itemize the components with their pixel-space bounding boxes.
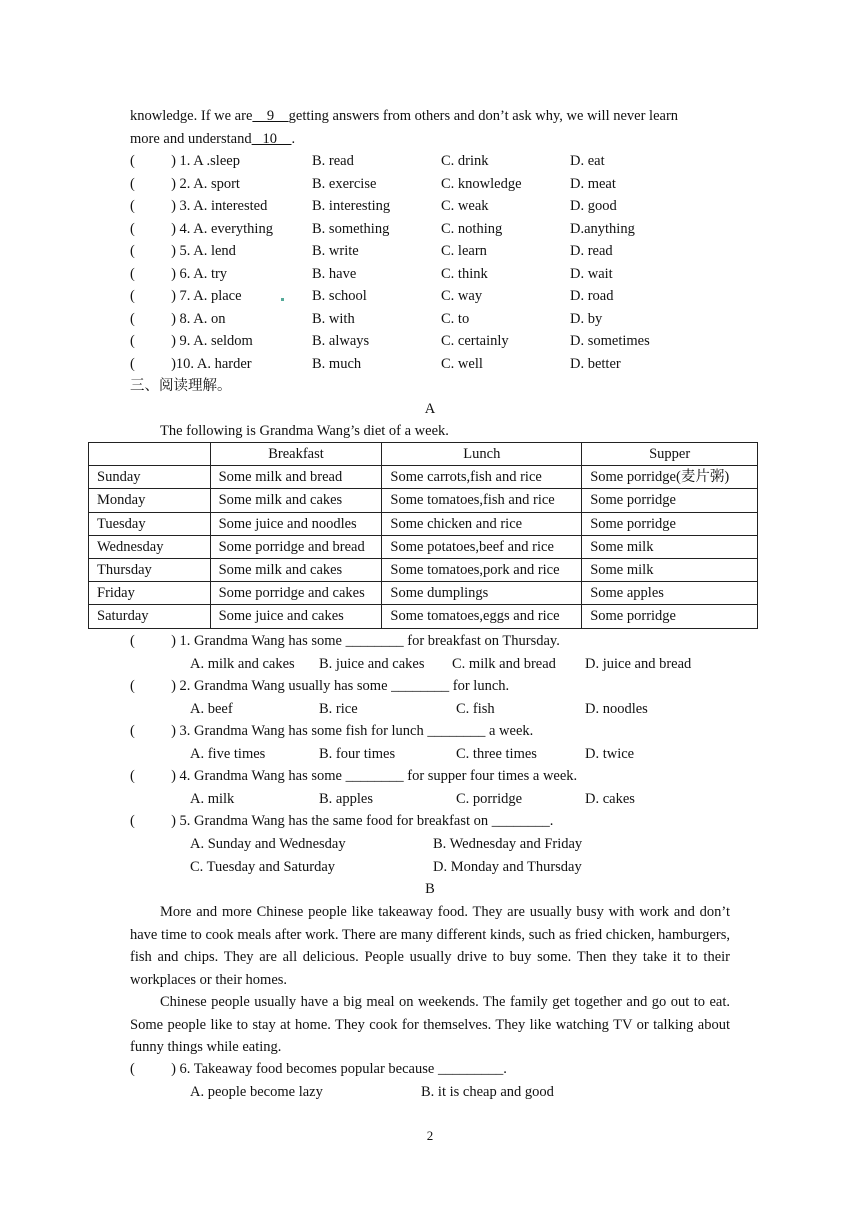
option-c: C. Tuesday and Saturday [190, 859, 335, 875]
option-d: D. road [570, 288, 614, 304]
table-cell: Friday [89, 582, 211, 605]
cloze-question: ( ) 7. A. place [130, 288, 242, 304]
cloze-question: ( ) 1. A .sleep [130, 153, 240, 169]
table-row [89, 535, 758, 558]
option-d: D. cakes [585, 791, 635, 807]
passage-text: getting answers from others and don’t ask why, we will never learn [288, 108, 679, 124]
option-a: A. milk [190, 791, 235, 807]
option-a: A. milk and cakes [190, 656, 295, 672]
table-cell: Some tomatoes,pork and rice [382, 558, 582, 581]
option-c: C. drink [441, 153, 489, 169]
table-cell: Some dumplings [382, 582, 582, 605]
table-cell: Some milk and cakes [210, 489, 382, 512]
option-b: B. apples [319, 791, 373, 807]
cloze-question: ( ) 3. A. interested [130, 198, 268, 214]
table-header-cell: Lunch [382, 443, 582, 466]
option-b: B. school [312, 288, 367, 304]
question-stem: ( ) 1. Grandma Wang has some ________ for breakfast on Thursday. [130, 633, 560, 649]
option-d: D. meat [570, 176, 616, 192]
table-cell: Some juice and noodles [210, 512, 382, 535]
cloze-question: ( ) 8. A. on [130, 311, 226, 327]
diet-table [88, 442, 758, 629]
question-stem: ( ) 4. Grandma Wang has some ________ for supper four times a week. [130, 768, 578, 784]
table-cell: Some carrots,fish and rice [382, 466, 582, 489]
option-a: A. Sunday and Wednesday [190, 836, 346, 852]
option-b: B. exercise [312, 176, 377, 192]
part-b-paragraph-2: Chinese people usually have a big meal on weekends. The family get together and go out to eat. Some people like to stay at home. They cook for themselves. They like watching TV or talking about funny things while eating. [130, 994, 730, 1056]
cloze-question: ( ) 9. A. seldom [130, 333, 253, 349]
option-a: A. five times [190, 746, 266, 762]
table-cell: Monday [89, 489, 211, 512]
option-d: D. by [570, 311, 603, 327]
option-d: D. twice [585, 746, 635, 762]
table-cell: Wednesday [89, 535, 211, 558]
table-header-cell [89, 443, 211, 466]
option-c: C. certainly [441, 333, 509, 349]
passage-text: . [291, 131, 296, 147]
blank-10: 10 [251, 131, 292, 147]
option-a: A. beef [190, 701, 233, 717]
table-cell: Tuesday [89, 512, 211, 535]
option-c: C. well [441, 356, 483, 372]
passage-line-2 [130, 129, 730, 149]
option-c: C. nothing [441, 221, 503, 237]
part-b-label: B [425, 881, 435, 897]
table-cell: Some porridge [582, 489, 758, 512]
option-b: B. have [312, 266, 357, 282]
option-b: B. always [312, 333, 370, 349]
table-cell: Some milk [582, 535, 758, 558]
option-b: B. read [312, 153, 354, 169]
question-stem: ( ) 3. Grandma Wang has some fish for lunch ________ a week. [130, 723, 534, 739]
option-b: B. write [312, 243, 359, 259]
table-header-cell: Supper [582, 443, 758, 466]
option-d: D. better [570, 356, 621, 372]
passage-text: more and understand [130, 131, 252, 147]
part-a-label: A [424, 401, 436, 417]
table-header-row [89, 443, 758, 466]
passage-text: knowledge. If we are [130, 108, 253, 124]
option-b: B. four times [319, 746, 396, 762]
table-cell: Some juice and cakes [210, 605, 382, 628]
table-cell: Some potatoes,beef and rice [382, 535, 582, 558]
option-d: D. good [570, 198, 617, 214]
table-row [89, 512, 758, 535]
stray-mark [281, 298, 284, 301]
option-b: B. juice and cakes [319, 656, 425, 672]
option-d: D. wait [570, 266, 613, 282]
table-cell: Some porridge [582, 605, 758, 628]
table-row [89, 489, 758, 512]
option-c: C. three times [456, 746, 537, 762]
table-cell: Some milk [582, 558, 758, 581]
option-d: D. noodles [585, 701, 648, 717]
table-cell: Some porridge(麦片粥) [582, 466, 758, 489]
table-cell: Sunday [89, 466, 211, 489]
table-cell: Saturday [89, 605, 211, 628]
table-cell: Some milk and cakes [210, 558, 382, 581]
option-b: B. it is cheap and good [421, 1084, 554, 1100]
option-b: B. rice [319, 701, 358, 717]
option-c: C. to [441, 311, 470, 327]
option-d: D.anything [570, 221, 635, 237]
option-c: C. porridge [456, 791, 523, 807]
part-a-intro: The following is Grandma Wang’s diet of a week. [160, 423, 449, 439]
option-d: D. eat [570, 153, 605, 169]
option-d: D. sometimes [570, 333, 650, 349]
blank-9: 9 [252, 108, 289, 124]
option-d: D. read [570, 243, 613, 259]
cloze-question: ( ) 2. A. sport [130, 176, 240, 192]
question-stem: ( ) 6. Takeaway food becomes popular because _________. [130, 1061, 507, 1077]
table-cell: Thursday [89, 558, 211, 581]
cloze-question: ( ) 5. A. lend [130, 243, 236, 259]
table-cell: Some porridge and bread [210, 535, 382, 558]
table-cell: Some milk and bread [210, 466, 382, 489]
option-c: C. milk and bread [452, 656, 556, 672]
option-d: D. Monday and Thursday [433, 859, 582, 875]
cloze-question: ( )10. A. harder [130, 356, 252, 372]
part-b-paragraph-1: More and more Chinese people like takeaway food. They are usually busy with work and don’t have time to cook meals after work. There are many different kinds, such as fried chicken, hamburgers, fish and chips. They are all delicious. People usually drive to buy some. Then they take it to their workplaces or their homes. [130, 904, 730, 988]
cloze-question: ( ) 6. A. try [130, 266, 228, 282]
question-stem: ( ) 5. Grandma Wang has the same food for breakfast on ________. [130, 813, 554, 829]
option-c: C. weak [441, 198, 489, 214]
option-d: D. juice and bread [585, 656, 692, 672]
section-title: 三、阅读理解。 [130, 378, 232, 394]
option-c: C. knowledge [441, 176, 522, 192]
table-cell: Some chicken and rice [382, 512, 582, 535]
table-cell: Some porridge [582, 512, 758, 535]
option-b: B. much [312, 356, 362, 372]
table-header-cell: Breakfast [210, 443, 382, 466]
option-b: B. Wednesday and Friday [433, 836, 583, 852]
table-cell: Some tomatoes,fish and rice [382, 489, 582, 512]
option-b: B. interesting [312, 198, 391, 214]
page-number: 2 [426, 1128, 434, 1143]
cloze-question: ( ) 4. A. everything [130, 221, 273, 237]
table-row [89, 558, 758, 581]
table-cell: Some tomatoes,eggs and rice [382, 605, 582, 628]
option-b: B. with [312, 311, 355, 327]
option-c: C. way [441, 288, 483, 304]
option-c: C. learn [441, 243, 487, 259]
table-cell: Some porridge and cakes [210, 582, 382, 605]
table-cell: Some apples [582, 582, 758, 605]
option-b: B. something [312, 221, 390, 237]
table-row [89, 582, 758, 605]
table-row [89, 605, 758, 628]
table-row [89, 466, 758, 489]
passage-line-1 [130, 106, 730, 126]
option-c: C. fish [456, 701, 495, 717]
option-a: A. people become lazy [190, 1084, 323, 1100]
question-stem: ( ) 2. Grandma Wang usually has some ________ for lunch. [130, 678, 510, 694]
option-c: C. think [441, 266, 488, 282]
